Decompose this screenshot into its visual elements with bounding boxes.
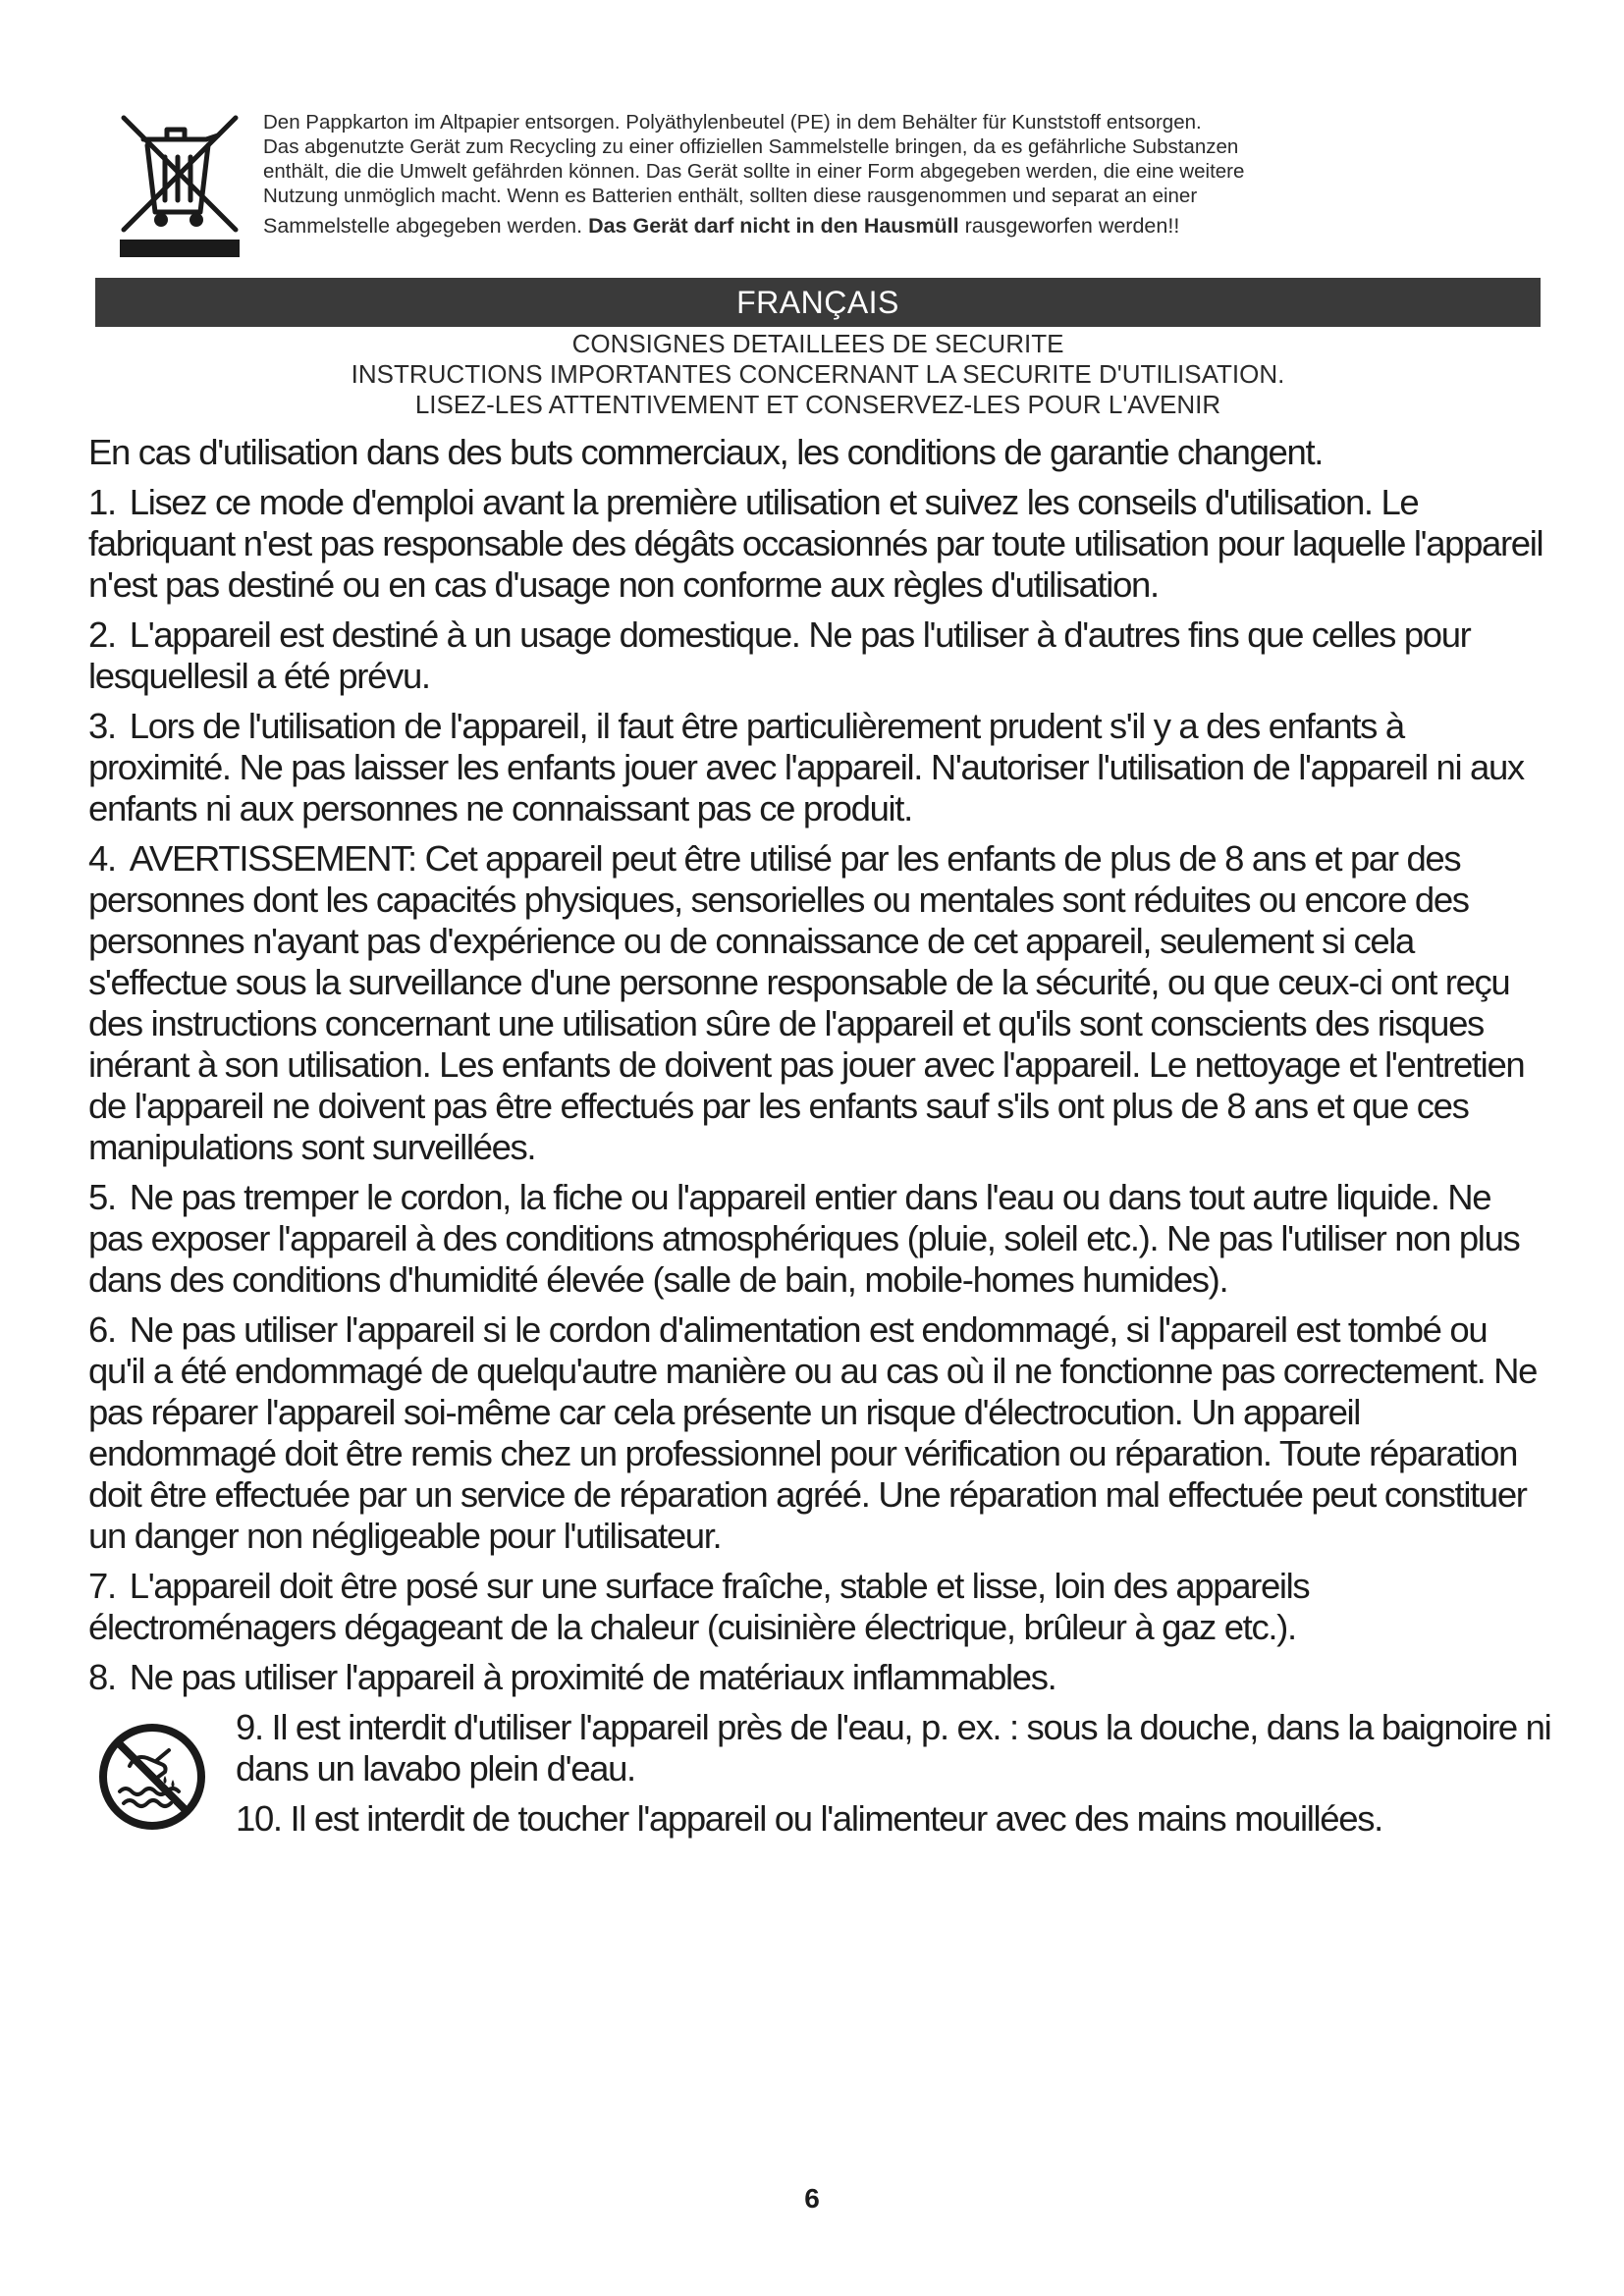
safety-headings: [95, 329, 1541, 420]
weee-line: Nutzung unmöglich macht. Wenn es Batterien enthält, sollten diese rausgenommen und separat an einer: [263, 185, 1198, 207]
item-number: 5.: [88, 1177, 116, 1217]
instruction-item-10: 10. Il est interdit de toucher l'appareil ou l'alimenteur avec des mains mouillées.: [236, 1798, 1382, 1839]
weee-disposal-notice: [108, 110, 1532, 267]
item-number: 8.: [88, 1657, 116, 1697]
instruction-item-9: 9. Il est interdit d'utiliser l'appareil près de l'eau, p. ex. : sous la douche, dans la baignoire ni dans un lavabo plein d'eau.: [236, 1707, 1551, 1789]
item-number: 2.: [88, 614, 116, 655]
item-text: Ne pas tremper le cordon, la fiche ou l'appareil entier dans l'eau ou dans tout autre liquide. Ne pas exposer l'appareil à des conditions atmosphériques (pluie, soleil etc.). Ne pas l'utiliser non plus dans des conditions d'humidité élevée (salle de bain, mobile-homes humides).: [88, 1177, 1520, 1300]
instruction-item: [88, 1657, 1551, 1698]
item-number: 7.: [88, 1566, 116, 1606]
intro-paragraph: En cas d'utilisation dans des buts commerciaux, les conditions de garantie changent.: [88, 432, 1324, 472]
item-text: L'appareil est destiné à un usage domestique. Ne pas l'utiliser à d'autres fins que celles pour lesquellesil a été prévu.: [88, 614, 1471, 696]
instruction-item: [88, 482, 1551, 606]
heading-line: LISEZ-LES ATTENTIVEMENT ET CONSERVEZ-LES POUR L'AVENIR: [414, 390, 1221, 419]
crossed-out-wheelie-bin-icon: [116, 114, 244, 259]
item-number: 6.: [88, 1309, 116, 1350]
item-text: Lisez ce mode d'emploi avant la première utilisation et suivez les conseils d'utilisation. Le fabriquant n'est pas responsable des dégâts occasionnés par toute utilisation pour laquelle l'appareil n'est pas destiné ou en cas d'usage non conforme aux règles d'utilisation.: [88, 482, 1543, 605]
item-text: Ne pas utiliser l'appareil à proximité de matériaux inflammables.: [129, 1657, 1056, 1697]
instruction-item: [88, 706, 1551, 829]
item-text: Ne pas utiliser l'appareil si le cordon d'alimentation est endommagé, si l'appareil est tombé ou qu'il a été endommagé de quelqu'autre manière ou au cas où il ne fonctionne pas correctement. Ne pas réparer l'appareil soi-même car cela présente un risque d'électrocution. Un appareil endommagé doit être remis chez un professionnel pour vérification ou réparation. Toute réparation doit être effectuée par un service de réparation agréé. Une réparation mal effectuée peut constituer un danger non négligeable pour l'utilisateur.: [88, 1309, 1538, 1556]
instruction-item: [88, 614, 1551, 697]
weee-line-final-start: Sammelstelle abgegeben werden.: [263, 214, 589, 238]
item-text: Lors de l'utilisation de l'appareil, il faut être particulièrement prudent s'il y a des enfants à proximité. Ne pas laisser les enfants jouer avec l'appareil. N'autoriser l'utilisation de l'appareil ni aux enfants ni aux personnes ne connaissant pas ce produit.: [88, 706, 1524, 828]
water-warning-block: [88, 1707, 1551, 1840]
weee-line-final-end: rausgeworfen werden!!: [958, 214, 1180, 238]
instruction-item: [88, 1566, 1551, 1648]
weee-line-final: [263, 214, 1530, 239]
instruction-item: [88, 1177, 1551, 1301]
weee-text: [263, 110, 1530, 239]
instruction-item: [88, 1309, 1551, 1557]
weee-line: Den Pappkarton im Altpapier entsorgen. Polyäthylenbeutel (PE) in dem Behälter für Kunststoff entsorgen.: [263, 111, 1202, 133]
weee-warning-bold: Das Gerät darf nicht in den Hausmüll: [588, 214, 959, 238]
language-banner: FRANÇAIS: [95, 278, 1541, 327]
weee-line: enthält, die die Umwelt gefährden können. Das Gerät sollte in einer Form abgegeben werden, die eine weitere: [263, 160, 1245, 183]
item-text: AVERTISSEMENT: Cet appareil peut être utilisé par les enfants de plus de 8 ans et par des personnes dont les capacités physiques, sensorielles ou mentales sont réduites ou encore des personnes n'ayant pas d'expérience ou de connaissance de cet appareil, seulement si cela s'effectue sous la surveillance d'une personne responsable de la sécurité, ou que ceux-ci ont reçu des instructions concernant une utilisation sûre de l'appareil et qu'ils sont conscients des risques inérant à son utilisation. Les enfants de doivent pas jouer avec l'appareil. Le nettoyage et l'entretien de l'appareil ne doivent pas être effectués par les enfants sauf s'ils ont plus de 8 ans et que ces manipulations sont surveillées.: [88, 838, 1525, 1167]
no-water-use-icon: [96, 1721, 208, 1833]
heading-line: CONSIGNES DETAILLEES DE SECURITE: [571, 329, 1064, 358]
item-number: 1.: [88, 482, 116, 522]
safety-instructions: [88, 432, 1551, 1848]
heading-line: INSTRUCTIONS IMPORTANTES CONCERNANT LA SECURITE D'UTILISATION.: [351, 359, 1285, 389]
item-number: 3.: [88, 706, 116, 746]
weee-line: Das abgenutzte Gerät zum Recycling zu einer offiziellen Sammelstelle bringen, da es gefährliche Substanzen: [263, 135, 1239, 158]
item-number: 4.: [88, 838, 116, 879]
item-text: L'appareil doit être posé sur une surface fraîche, stable et lisse, loin des appareils électroménagers dégageant de la chaleur (cuisinière électrique, brûleur à gaz etc.).: [88, 1566, 1310, 1647]
page-number: 6: [804, 2183, 820, 2214]
instruction-item: [88, 838, 1551, 1168]
